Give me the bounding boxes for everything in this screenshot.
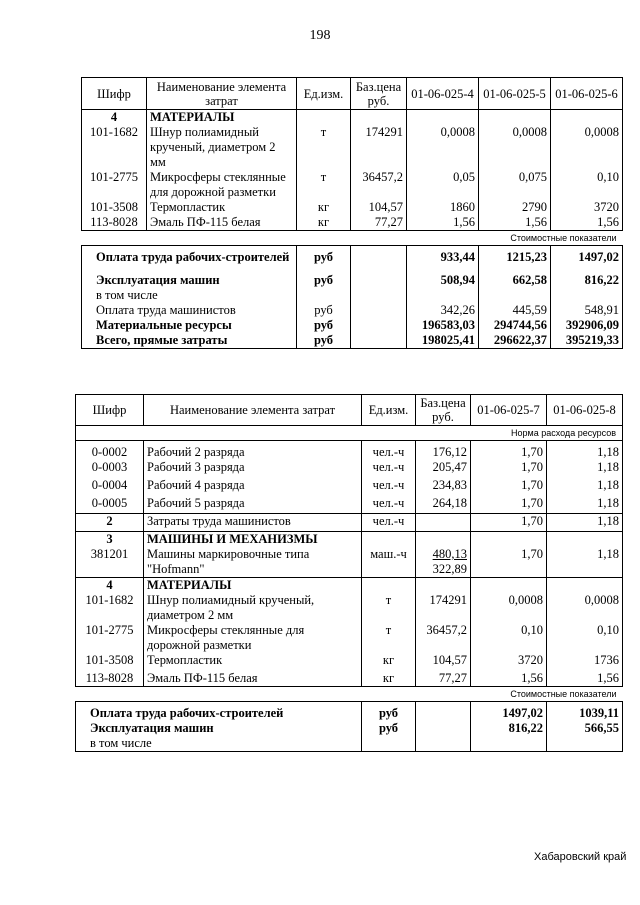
header-code: Шифр [76, 395, 144, 426]
total-value: 508,94 [407, 273, 479, 288]
row-unit: чел.-ч [362, 445, 416, 460]
row-name: Рабочий 5 разряда [144, 496, 362, 514]
row-value: 1860 [407, 200, 479, 215]
row-value: 0,10 [471, 623, 547, 653]
total-value: 196583,03 [407, 318, 479, 333]
row-name: Затраты труда машинистов [144, 514, 362, 532]
row-price: 104,57 [351, 200, 407, 215]
header-unit: Ед.изм. [362, 395, 416, 426]
header-code: Шифр [82, 78, 147, 110]
table-row [82, 170, 623, 200]
total-name: Всего, прямые затраты [82, 333, 297, 349]
table-row [76, 496, 623, 514]
row-name: Термопластик [144, 653, 362, 671]
row-unit: кг [362, 671, 416, 687]
section-row [76, 532, 623, 548]
row-value: 3720 [551, 200, 623, 215]
row-code: 0-0003 [76, 460, 144, 478]
table-row [82, 215, 623, 231]
resource-table-1 [81, 77, 623, 349]
row-value: 0,05 [407, 170, 479, 200]
header-unit: Ед.изм. [297, 78, 351, 110]
row-code: 0-0002 [76, 445, 144, 460]
row-value: 0,10 [547, 623, 623, 653]
row-value: 1,18 [547, 460, 623, 478]
total-value: 198025,41 [407, 333, 479, 349]
row-name: Машины маркировочные типа "Hofmann" [144, 547, 362, 578]
resource-norm-note: Норма расхода ресурсов [76, 426, 623, 441]
row-value: 1736 [547, 653, 623, 671]
row-value: 1,18 [547, 496, 623, 514]
row-value: 1,56 [551, 215, 623, 231]
total-value: 662,58 [479, 273, 551, 288]
row-unit: т [297, 170, 351, 200]
total-value: 392906,09 [551, 318, 623, 333]
total-value: 548,91 [551, 303, 623, 318]
row-value: 1,70 [471, 514, 547, 532]
total-unit: руб [362, 706, 416, 721]
table-header-row [82, 78, 623, 110]
row-price: 264,18 [416, 496, 471, 514]
row-code: 101-1682 [82, 125, 147, 170]
row-code: 0-0004 [76, 478, 144, 496]
row-value: 0,0008 [407, 125, 479, 170]
row-name: Рабочий 3 разряда [144, 460, 362, 478]
row-unit: маш.-ч [362, 547, 416, 578]
row-unit: т [362, 593, 416, 623]
row-code: 0-0005 [76, 496, 144, 514]
total-value: 1215,23 [479, 250, 551, 265]
total-value: 1497,02 [471, 706, 547, 721]
total-name: Эксплуатация машин [82, 273, 297, 288]
row-price: 36457,2 [416, 623, 471, 653]
total-value: 933,44 [407, 250, 479, 265]
header-price: Баз.цена руб. [416, 395, 471, 426]
table-row [82, 125, 623, 170]
row-price: 104,57 [416, 653, 471, 671]
page-number: 198 [309, 28, 331, 43]
section-code: 3 [76, 532, 144, 548]
table-header-row [76, 395, 623, 426]
total-row [76, 736, 623, 752]
section-name: МАТЕРИАЛЫ [144, 578, 362, 594]
section-code: 4 [76, 578, 144, 594]
row-unit: кг [362, 653, 416, 671]
row-value: 2790 [479, 200, 551, 215]
total-value: 296622,37 [479, 333, 551, 349]
row-unit: т [362, 623, 416, 653]
section-code: 4 [82, 110, 147, 126]
total-value: 294744,56 [479, 318, 551, 333]
row-price: 176,12 [416, 445, 471, 460]
table-row [76, 547, 623, 578]
total-name: Материальные ресурсы [82, 318, 297, 333]
row-code: 101-3508 [82, 200, 147, 215]
row-name: Рабочий 4 разряда [144, 478, 362, 496]
total-row [82, 333, 623, 349]
row-price: 174291 [416, 593, 471, 623]
header-col-1: 01-06-025-4 [407, 78, 479, 110]
total-value: 395219,33 [551, 333, 623, 349]
row-value: 0,0008 [551, 125, 623, 170]
row-value: 0,0008 [479, 125, 551, 170]
row-value: 1,70 [471, 445, 547, 460]
row-code: 101-2775 [76, 623, 144, 653]
total-value: 1039,11 [547, 706, 623, 721]
total-value: 1497,02 [551, 250, 623, 265]
row-value: 0,075 [479, 170, 551, 200]
row-unit: кг [297, 200, 351, 215]
table-row [76, 653, 623, 671]
total-row [82, 318, 623, 333]
total-name: Эксплуатация машин [76, 721, 362, 736]
row-name: Рабочий 2 разряда [144, 445, 362, 460]
section-name: МАШИНЫ И МЕХАНИЗМЫ [144, 532, 362, 548]
row-price: 36457,2 [351, 170, 407, 200]
row-value: 1,70 [471, 460, 547, 478]
table-row [76, 593, 623, 623]
row-value: 1,18 [547, 547, 623, 578]
row-code: 113-8028 [82, 215, 147, 231]
header-name: Наименование элемента затрат [144, 395, 362, 426]
row-code: 113-8028 [76, 671, 144, 687]
total-row [76, 706, 623, 721]
row-name: Шнур полиамидный крученый, диаметром 2 мм [144, 593, 362, 623]
total-unit: руб [297, 333, 351, 349]
total-unit: руб [297, 303, 351, 318]
cost-indicators-note: Стоимостные показатели [76, 687, 623, 702]
total-name: Оплата труда машинистов [82, 303, 297, 318]
row-value: 0,10 [551, 170, 623, 200]
row-unit: чел.-ч [362, 514, 416, 532]
row-name: Шнур полиамидный крученый, диаметром 2 мм [147, 125, 297, 170]
table-row [82, 200, 623, 215]
row-name: Микросферы стеклянные для дорожной разметки [144, 623, 362, 653]
total-name: в том числе [76, 736, 362, 752]
table-row [76, 445, 623, 460]
total-unit: руб [297, 250, 351, 265]
row-price: 480,13 [432, 547, 467, 561]
table-row [76, 460, 623, 478]
row-unit: чел.-ч [362, 478, 416, 496]
total-row [76, 721, 623, 736]
row-value: 1,18 [547, 445, 623, 460]
header-col-2: 01-06-025-8 [547, 395, 623, 426]
total-unit: руб [362, 721, 416, 736]
row-price: 174291 [351, 125, 407, 170]
section-row [76, 578, 623, 594]
total-row [82, 250, 623, 265]
section-row [82, 110, 623, 126]
header-price: Баз.цена руб. [351, 78, 407, 110]
row-code: 101-2775 [82, 170, 147, 200]
row-unit: кг [297, 215, 351, 231]
total-value: 816,22 [471, 721, 547, 736]
row-value: 0,0008 [547, 593, 623, 623]
row-price: 234,83 [416, 478, 471, 496]
row-value: 1,70 [471, 547, 547, 578]
total-row [82, 303, 623, 318]
row-name: Эмаль ПФ-115 белая [147, 215, 297, 231]
row-value: 1,70 [471, 496, 547, 514]
row-price: 205,47 [416, 460, 471, 478]
row-name: Микросферы стеклянные для дорожной разметки [147, 170, 297, 200]
cost-indicators-note: Стоимостные показатели [82, 231, 623, 246]
row-value: 3720 [471, 653, 547, 671]
resource-table-2 [75, 394, 623, 752]
total-unit: руб [297, 273, 351, 288]
header-name: Наименование элемента затрат [147, 78, 297, 110]
table-row [76, 623, 623, 653]
row-price-secondary: 322,89 [432, 562, 467, 576]
row-code: 2 [76, 514, 144, 532]
total-value: 342,26 [407, 303, 479, 318]
region-footer: Хабаровский край [534, 851, 627, 863]
row-unit: чел.-ч [362, 460, 416, 478]
row-code: 381201 [76, 547, 144, 578]
header-col-1: 01-06-025-7 [471, 395, 547, 426]
row-value: 1,56 [407, 215, 479, 231]
total-row [82, 288, 623, 303]
row-price: 77,27 [351, 215, 407, 231]
row-unit: т [297, 125, 351, 170]
header-col-2: 01-06-025-5 [479, 78, 551, 110]
row-name: Эмаль ПФ-115 белая [144, 671, 362, 687]
table-row [76, 478, 623, 496]
total-value: 816,22 [551, 273, 623, 288]
total-value: 566,55 [547, 721, 623, 736]
section-name: МАТЕРИАЛЫ [147, 110, 297, 126]
row-value: 1,56 [479, 215, 551, 231]
total-row [82, 273, 623, 288]
row-code: 101-1682 [76, 593, 144, 623]
row-value: 0,0008 [471, 593, 547, 623]
total-name: в том числе [82, 288, 297, 303]
row-value: 1,56 [547, 671, 623, 687]
row-price: 77,27 [416, 671, 471, 687]
row-name: Термопластик [147, 200, 297, 215]
table-row [76, 671, 623, 687]
row-value: 1,70 [471, 478, 547, 496]
total-name: Оплата труда рабочих-строителей [76, 706, 362, 721]
row-unit: чел.-ч [362, 496, 416, 514]
header-col-3: 01-06-025-6 [551, 78, 623, 110]
total-unit: руб [297, 318, 351, 333]
row-code: 101-3508 [76, 653, 144, 671]
row-value: 1,56 [471, 671, 547, 687]
table-row [76, 514, 623, 532]
row-value: 1,18 [547, 478, 623, 496]
total-value: 445,59 [479, 303, 551, 318]
row-value: 1,18 [547, 514, 623, 532]
total-name: Оплата труда рабочих-строителей [82, 250, 297, 265]
